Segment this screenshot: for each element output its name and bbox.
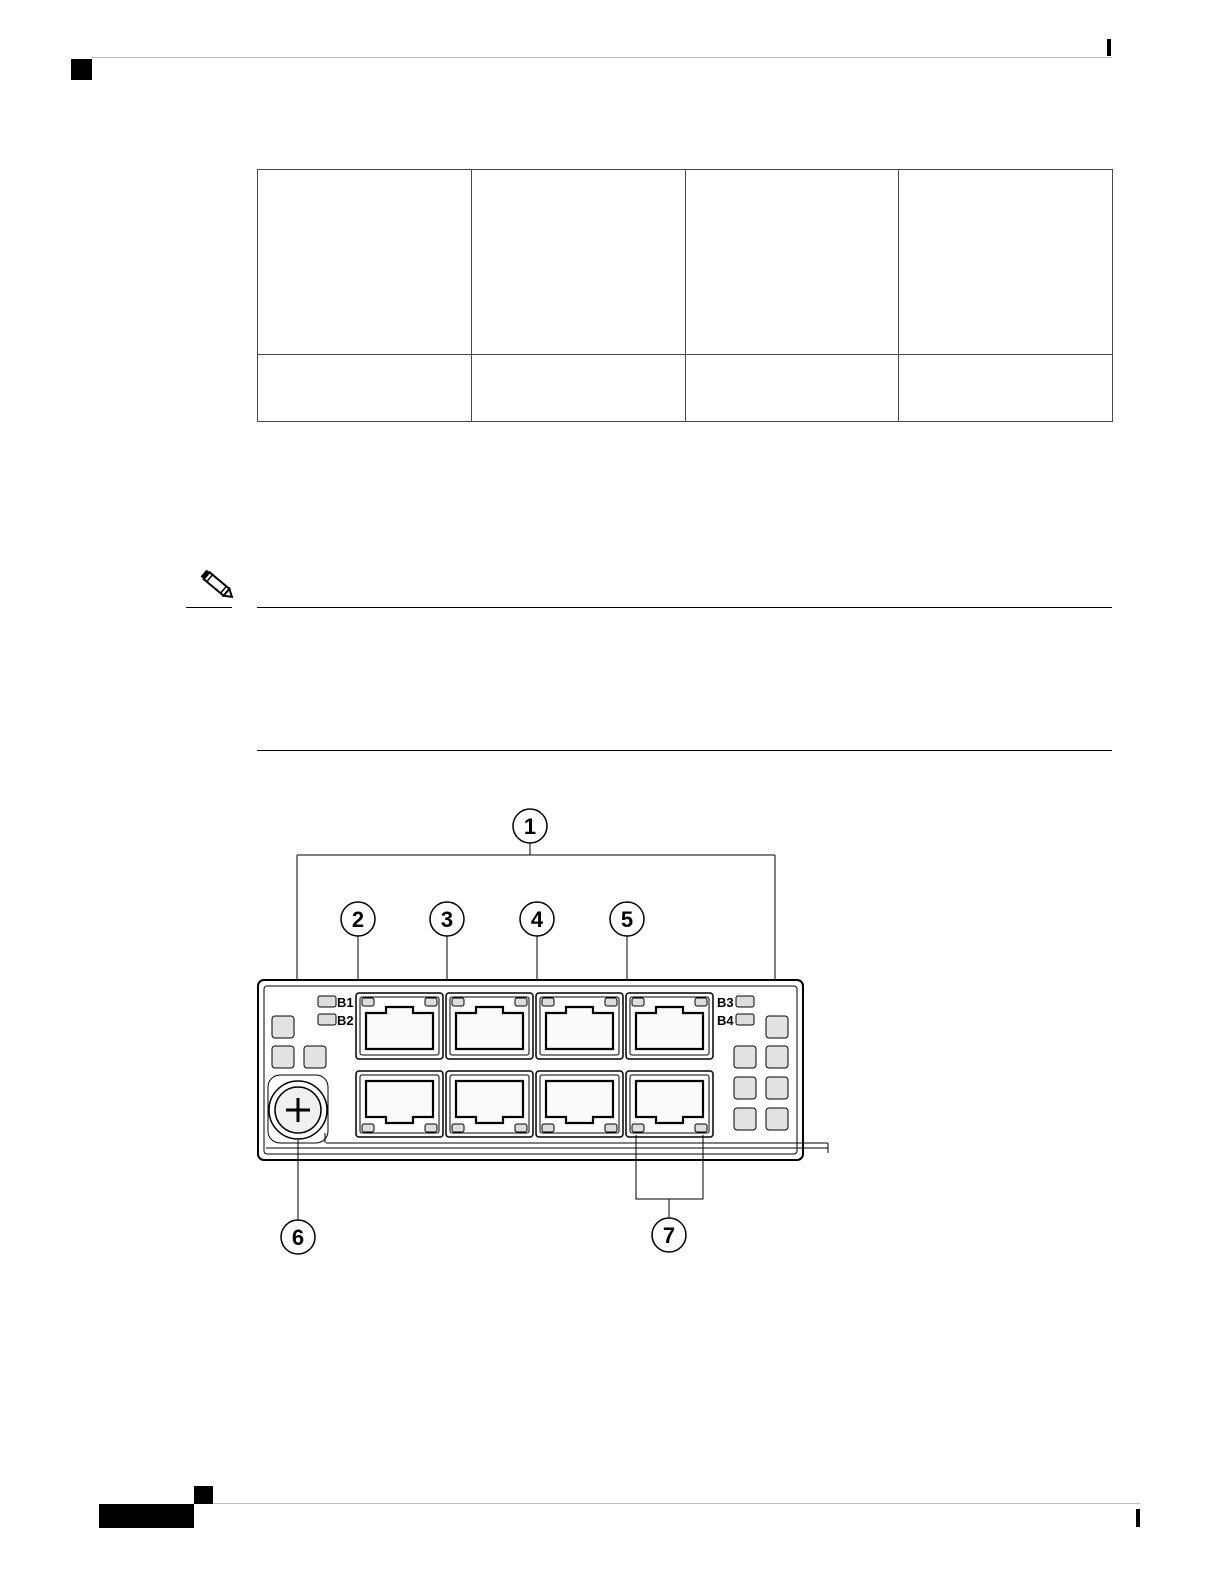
- note-rule-bottom: [257, 750, 1112, 751]
- note-marker-rule: [186, 607, 232, 608]
- table-cell: [685, 170, 899, 355]
- rj45-port: [626, 993, 713, 1059]
- footer-marker: [194, 1486, 213, 1504]
- table-cell: [471, 170, 685, 355]
- led-label-b3: B3: [717, 995, 734, 1010]
- footer-rule: [193, 1503, 1140, 1504]
- header-tick: [1107, 39, 1111, 56]
- table-cell: [258, 355, 472, 422]
- header-marker: [71, 59, 92, 80]
- table-cell: [685, 355, 899, 422]
- table-cell: [899, 170, 1113, 355]
- led-label-b2: B2: [337, 1013, 354, 1028]
- svg-text:2: 2: [351, 907, 365, 932]
- led-label-b1: B1: [337, 995, 354, 1010]
- svg-text:3: 3: [440, 907, 454, 932]
- led-b1: [318, 996, 336, 1007]
- table-row: [258, 355, 1113, 422]
- led-b2: [318, 1014, 336, 1025]
- rj45-port: [356, 1071, 443, 1137]
- svg-text:7: 7: [662, 1223, 676, 1248]
- rj45-port: [446, 993, 533, 1059]
- spec-table: [257, 169, 1113, 422]
- footer-tab: [99, 1504, 194, 1528]
- svg-text:6: 6: [291, 1225, 305, 1250]
- table-cell: [258, 170, 472, 355]
- led-b3: [736, 996, 754, 1007]
- note-rule-top: [257, 607, 1112, 608]
- pencil-note-icon: [197, 567, 237, 603]
- header-rule: [92, 57, 1112, 58]
- rj45-port: [446, 1071, 533, 1137]
- rj45-port: [626, 1071, 713, 1137]
- svg-text:4: 4: [530, 907, 544, 932]
- led-label-b4: B4: [717, 1013, 734, 1028]
- table-cell: [899, 355, 1113, 422]
- module-front-panel-figure: [240, 795, 860, 1265]
- callout-1: 1: [523, 814, 537, 839]
- footer-tick: [1136, 1509, 1140, 1527]
- rj45-port: [356, 993, 443, 1059]
- led-b4: [736, 1014, 754, 1025]
- rj45-port: [536, 993, 623, 1059]
- captive-screw-icon: [269, 1081, 327, 1139]
- table-row: [258, 170, 1113, 355]
- rj45-port: [536, 1071, 623, 1137]
- table-cell: [471, 355, 685, 422]
- svg-text:5: 5: [620, 907, 634, 932]
